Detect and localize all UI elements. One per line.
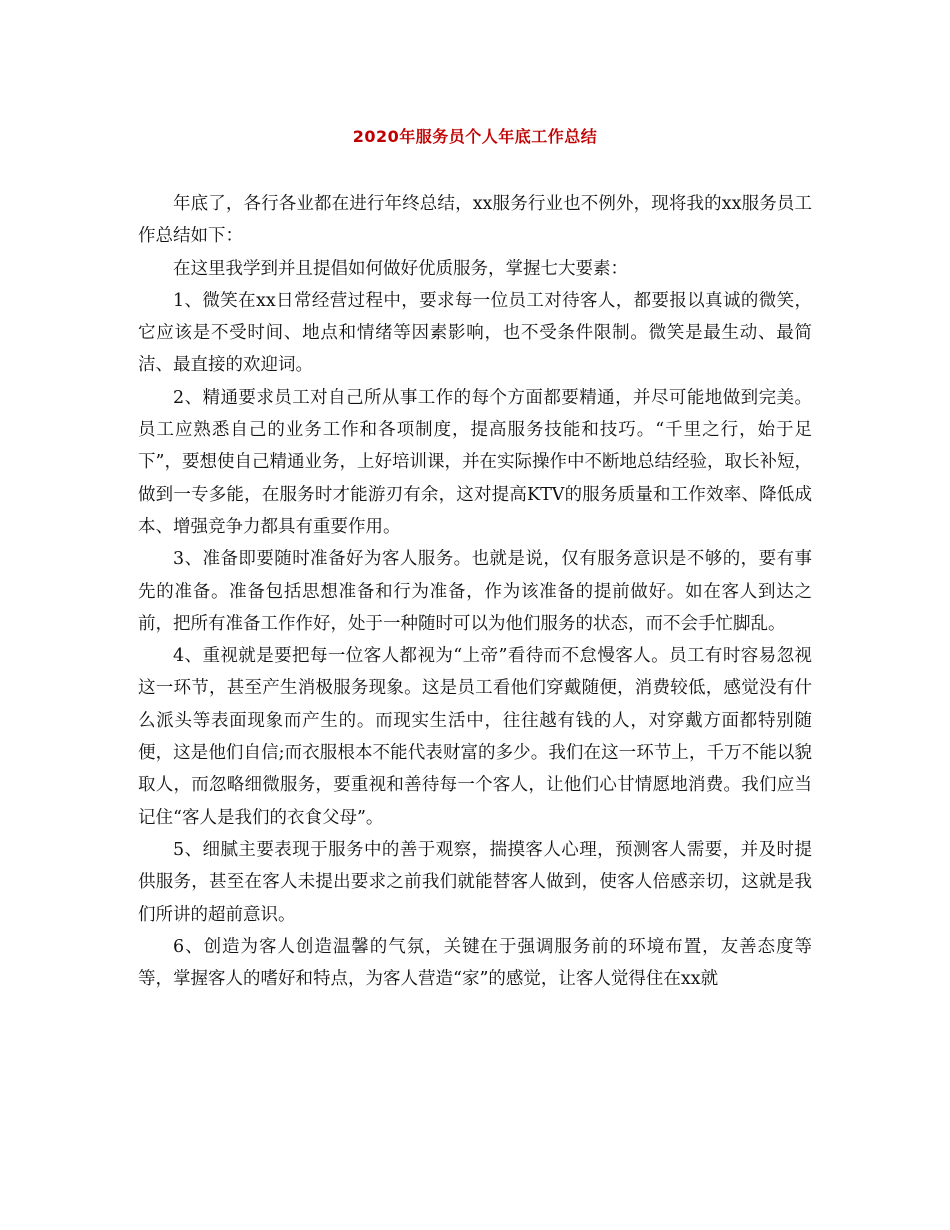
document-body: [138, 188, 812, 995]
paragraph-preparation: 3、准备即要随时准备好为客人服务。也就是说，仅有服务意识是不够的，要有事先的准备。准备包括思想准备和行为准备，作为该准备的提前做好。如在客人到达之前，把所有准备工作作好，处于一种随时可以为他们服务的状态，而不会手忙脚乱。: [138, 549, 812, 634]
paragraph-smile: 1、微笑在xx日常经营过程中，要求每一位员工对待客人，都要报以真诚的微笑，它应该是不受时间、地点和情绪等因素影响，也不受条件限制。微笑是最生动、最简洁、最直接的欢迎词。: [138, 290, 812, 376]
document-title: 2020年服务员个人年底工作总结: [352, 127, 598, 146]
paragraph-meticulous: 5、细腻主要表现于服务中的善于观察，揣摸客人心理，预测客人需要，并及时提供服务，甚至在客人未提出要求之前我们就能替客人做到，使客人倍感亲切，这就是我们所讲的超前意识。: [138, 839, 812, 925]
paragraph-intro: 年底了，各行各业都在进行年终总结，xx服务行业也不例外，现将我的xx服务员工作总结如下：: [138, 194, 812, 247]
paragraph-attention: 4、重视就是要把每一位客人都视为“上帝”看待而不怠慢客人。员工有时容易忽视这一环节，甚至产生消极服务现象。这是员工看他们穿戴随便，消费较低，感觉没有什么派头等表面现象而产生的。而现实生活中，往往越有钱的人，对穿戴方面都特别随便，这是他们自信;而衣服根本不能代表财富的多少。我们在这一环节上，千万不能以貌取人，而忽略细微服务，要重视和善待每一个客人，让他们心甘情愿地消费。我们应当记住“客人是我们的衣食父母”。: [138, 646, 812, 828]
document-page: [138, 0, 812, 1230]
paragraph-proficiency: 2、精通要求员工对自己所从事工作的每个方面都要精通，并尽可能地做到完美。员工应熟悉自己的业务工作和各项制度，提高服务技能和技巧。“千里之行，始于足下”，要想使自己精通业务，上好培训课，并在实际操作中不断地总结经验，取长补短，做到一专多能，在服务时才能游刃有余，这对提高KTV的服务质量和工作效率、降低成本、增强竞争力都具有重要作用。: [138, 387, 812, 537]
paragraph-elements-lead: 在这里我学到并且提倡如何做好优质服务，掌握七大要素：: [173, 258, 628, 279]
paragraph-creation: 6、创造为客人创造温馨的气氛，关键在于强调服务前的环境布置，友善态度等等，掌握客人的嗜好和特点，为客人营造“家”的感觉，让客人觉得住在xx就: [138, 936, 812, 990]
